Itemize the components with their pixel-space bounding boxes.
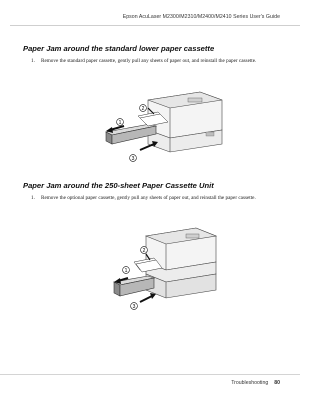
standard-cassette-illustration bbox=[88, 86, 228, 168]
callout-3: 3 bbox=[131, 156, 135, 162]
callout-2: 2 bbox=[142, 248, 146, 254]
callout-2: 2 bbox=[141, 106, 145, 112]
footer-section: Troubleshooting bbox=[231, 380, 269, 386]
page-number: 80 bbox=[274, 380, 280, 386]
step-standard-cassette bbox=[31, 58, 281, 65]
step-number: 1. bbox=[31, 58, 35, 64]
callout-1: 1 bbox=[124, 268, 128, 274]
section-heading-standard-cassette: Paper Jam around the standard lower paper cassette bbox=[23, 44, 215, 53]
running-header: Epson AcuLaser M2300/M2310/M2400/M2410 Series User's Guide bbox=[122, 14, 280, 20]
page-footer bbox=[231, 380, 280, 386]
section-heading-250-sheet-unit: Paper Jam around the 250-sheet Paper Cassette Unit bbox=[23, 181, 214, 190]
step-number: 1. bbox=[31, 195, 35, 201]
footer-divider bbox=[0, 374, 300, 375]
callout-3: 3 bbox=[132, 304, 136, 310]
step-text: Remove the optional paper cassette, gently pull any sheets of paper out, and reinstall the paper cassette. bbox=[41, 195, 256, 201]
callout-1: 1 bbox=[118, 120, 122, 126]
header-divider bbox=[10, 25, 300, 26]
optional-cassette-illustration bbox=[100, 222, 220, 314]
step-text: Remove the standard paper cassette, gently pull any sheets of paper out, and reinstall the paper cassette. bbox=[41, 58, 257, 64]
step-250-sheet-unit bbox=[31, 195, 281, 202]
